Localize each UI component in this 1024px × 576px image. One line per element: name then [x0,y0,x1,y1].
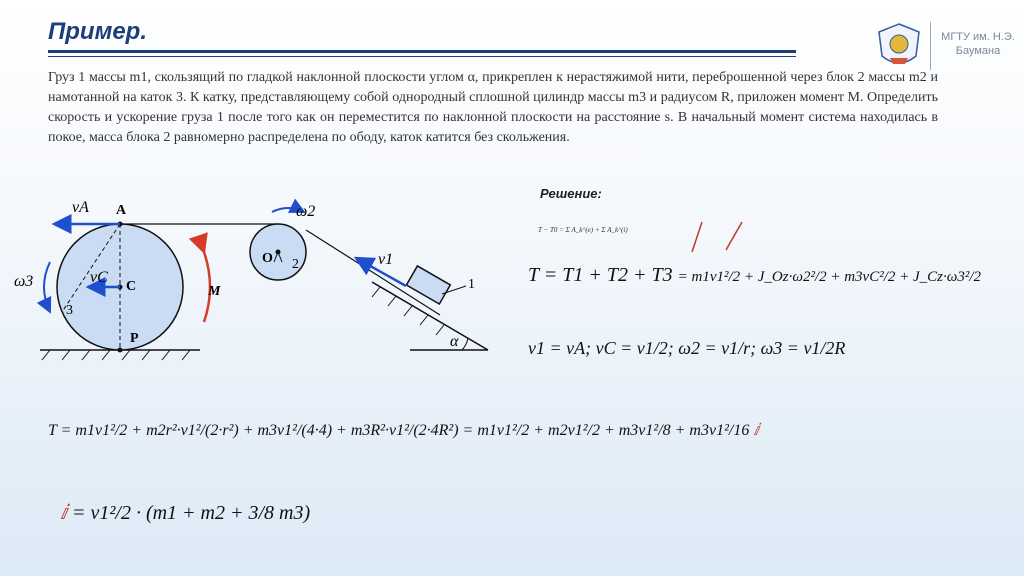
label-vc: vC [90,269,108,286]
university-logo [876,22,922,72]
kinematic-relations: v1 = vA; vC = v1/2; ω2 = v1/r; ω3 = v1/2R [528,338,846,358]
kinetic-energy-sum [528,264,981,287]
label-2: 2 [292,257,299,272]
title-underline-thin [48,56,796,57]
label-1: 1 [468,277,475,292]
red-marker-1: ⅈ [753,422,759,439]
label-alpha: α [450,333,459,350]
solution-label: Решение: [540,186,602,201]
angle-alpha-arc [462,338,468,350]
label-c: C [126,279,137,294]
label-va: vA [72,199,89,216]
kinetic-energy-full [48,420,759,440]
red-check-marks [684,216,754,256]
ground-hatch [42,350,190,360]
label-v1: v1 [378,251,394,268]
eq-t-expanded: = m1v1²/2 + J_Oz·ω2²/2 + m3vC²/2 + J_Cz·ω3²/2 [677,269,982,285]
eq-t-final: = v1²/2 · (m1 + m2 + 3/8 m3) [72,502,311,524]
label-m: M [208,284,221,299]
label-omega2: ω2 [296,203,316,220]
work-energy-theorem: T − T0 = Σ A_k^(e) + Σ A_k^(i) [538,226,628,234]
problem-statement: Груз 1 массы m1, скользящий по гладкой наклонной плоскости углом α, прикреплен к нерастяжимой нити, переброшенной через блок 2 массы m2 и намотанной на каток 3. К катку, представляющему собой однородный сплошной цилиндр массы m3 и радиусом R, приложен момент M. Определить скорость и ускорение груза 1 после того как он переместится по наклонной плоскости на расстояние s. В начальный момент система находилась в покое, масса блока 2 равномерно распределена по ободу, каток катится без скольжения. [48,70,938,145]
title-underline [48,50,796,53]
eq-t-sum: T = T1 + T2 + T3 [528,264,673,286]
omega3-arrow [44,262,50,312]
kinetic-energy-final [60,500,310,525]
label-a: A [116,203,127,218]
university-name: МГТУ им. Н.Э. Баумана [941,31,1015,57]
label-p: P [130,331,139,346]
point-p [118,348,123,353]
label-o: O [262,251,273,266]
eq-t-full: T = m1v1²/2 + m2r²·v1²/(2·r²) + m3v1²/(4·4) + m3R²·v1²/(2·4R²) = m1v1²/2 + m2v1²/2 + m3v1²/8 + m3v1²/16 [48,422,750,439]
page-title: Пример. [48,18,148,45]
mechanism-diagram [10,190,510,365]
label-3: 3 [66,303,73,318]
logo-separator [930,22,931,70]
label-omega3: ω3 [14,273,34,290]
red-marker-2: ⅈ [60,502,68,524]
